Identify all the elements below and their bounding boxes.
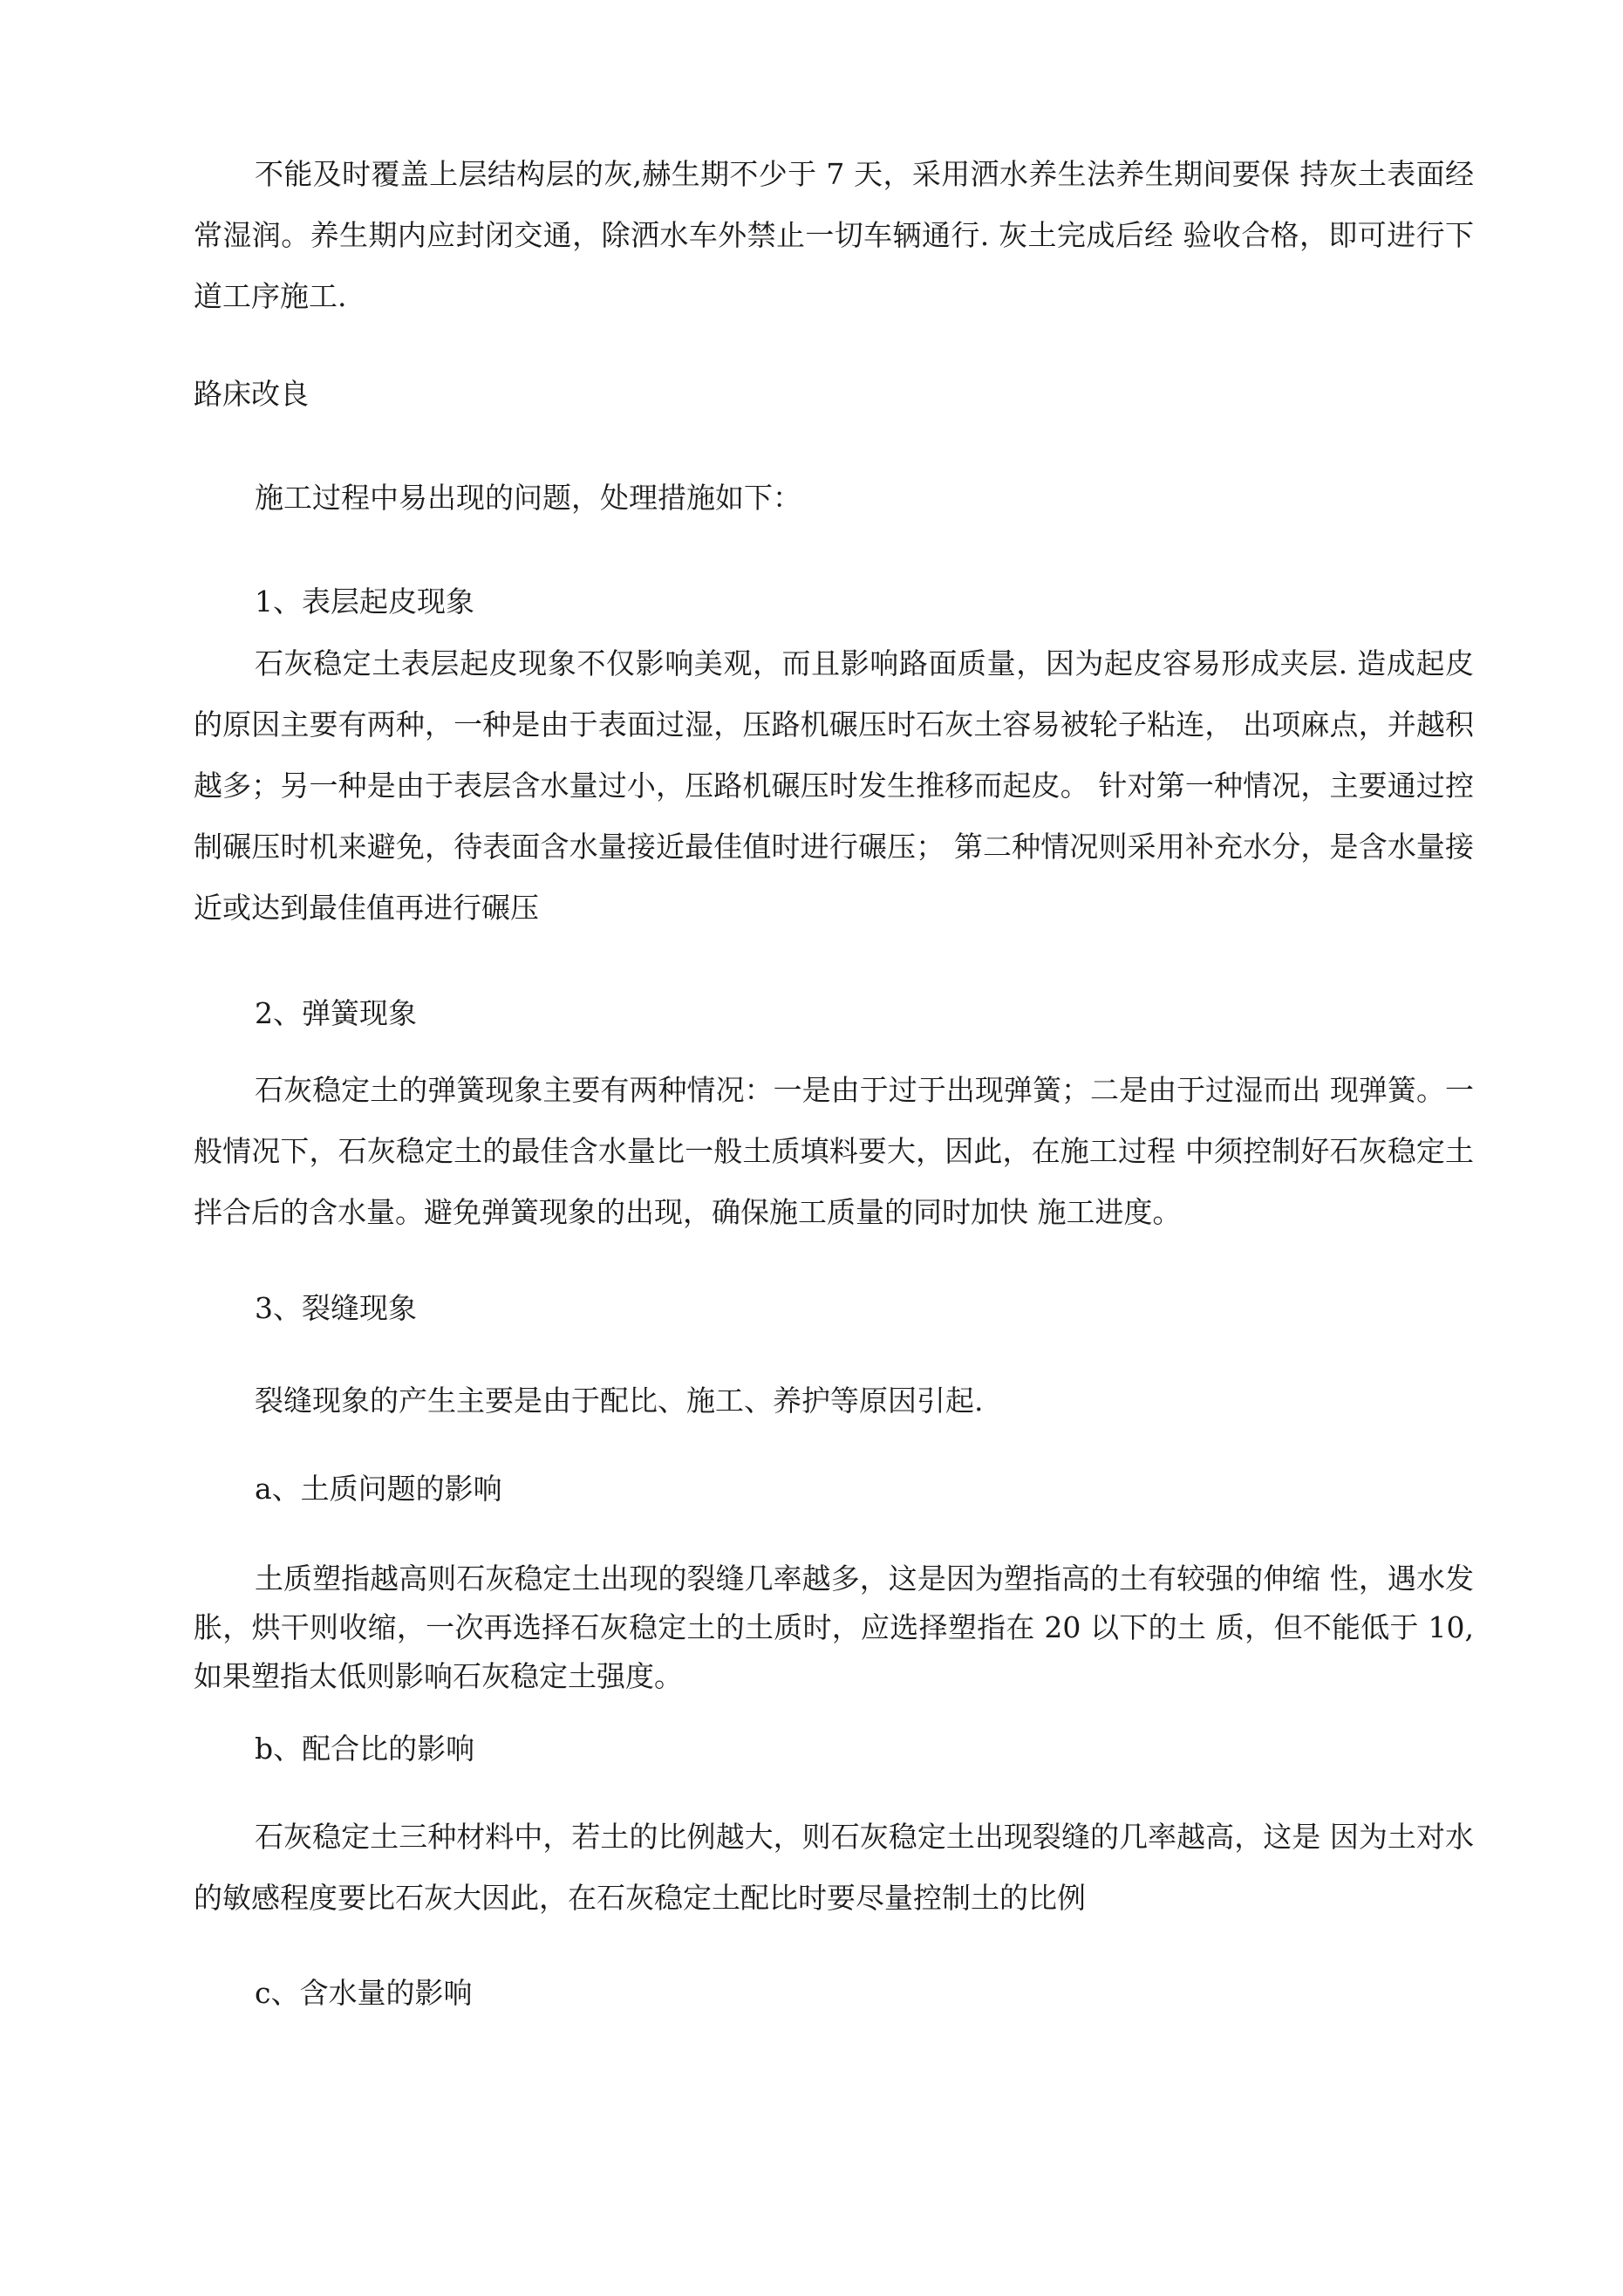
sub-c-title: c、含水量的影响 [255,1976,473,2010]
sub-a-paragraph: 土质塑指越高则石灰稳定土出现的裂缝几率越多，这是因为塑指高的土有较强的伸缩 性，遇水发胀，烘干则收缩，一次再选择石灰稳定土的土质时，应选择塑指在 20 以下的土 质，但不能低于 10,如果塑指太低则影响石灰稳定土强度。 [194,1561,1474,1693]
paragraph-curing-period: 不能及时覆盖上层结构层的灰,赫生期不少于 7 天，采用洒水养生法养生期间要保 持灰土表面经常湿润。养生期内应封闭交通，除洒水车外禁止一切车辆通行. 灰土完成后经 验收合格，即可进行下道工序施工. [194,157,1474,313]
sub-b-title: b、配合比的影响 [255,1732,475,1766]
intro-paragraph: 施工过程中易出现的问题，处理措施如下： [255,481,801,515]
sub-a-title: a、土质问题的影响 [255,1472,502,1506]
item-1-paragraph: 石灰稳定土表层起皮现象不仅影响美观，而且影响路面质量，因为起皮容易形成夹层. 造成起皮的原因主要有两种，一种是由于表面过湿，压路机碾压时石灰土容易被轮子粘连， 出项麻点，并越积越多；另一种是由于表层含水量过小，压路机碾压时发生推移而起皮。 针对第一种情况，主要通过控制碾压时机来避免，待表面含水量接近最佳值时进行碾压； 第二种情况则采用补充水分，是含水量接近或达到最佳值再进行碾压 [194,646,1474,925]
item-2-paragraph: 石灰稳定土的弹簧现象主要有两种情况：一是由于过于出现弹簧；二是由于过湿而出 现弹簧。一般情况下，石灰稳定土的最佳含水量比一般土质填料要大，因此，在施工过程 中须控制好石灰稳定土拌合后的含水量。避免弹簧现象的出现，确保施工质量的同时加快 施工进度。 [194,1073,1474,1229]
sub-b-paragraph: 石灰稳定土三种材料中，若土的比例越大，则石灰稳定土出现裂缝的几率越高，这是 因为土对水的敏感程度要比石灰大因此，在石灰稳定土配比时要尽量控制土的比例 [194,1820,1474,1915]
item-3-paragraph: 裂缝现象的产生主要是由于配比、施工、养护等原因引起. [255,1384,984,1418]
item-3-title: 3、裂缝现象 [255,1291,417,1325]
item-2-title: 2、弹簧现象 [255,996,417,1030]
item-1-title: 1、表层起皮现象 [255,584,474,618]
section-title: 路床改良 [194,377,309,411]
